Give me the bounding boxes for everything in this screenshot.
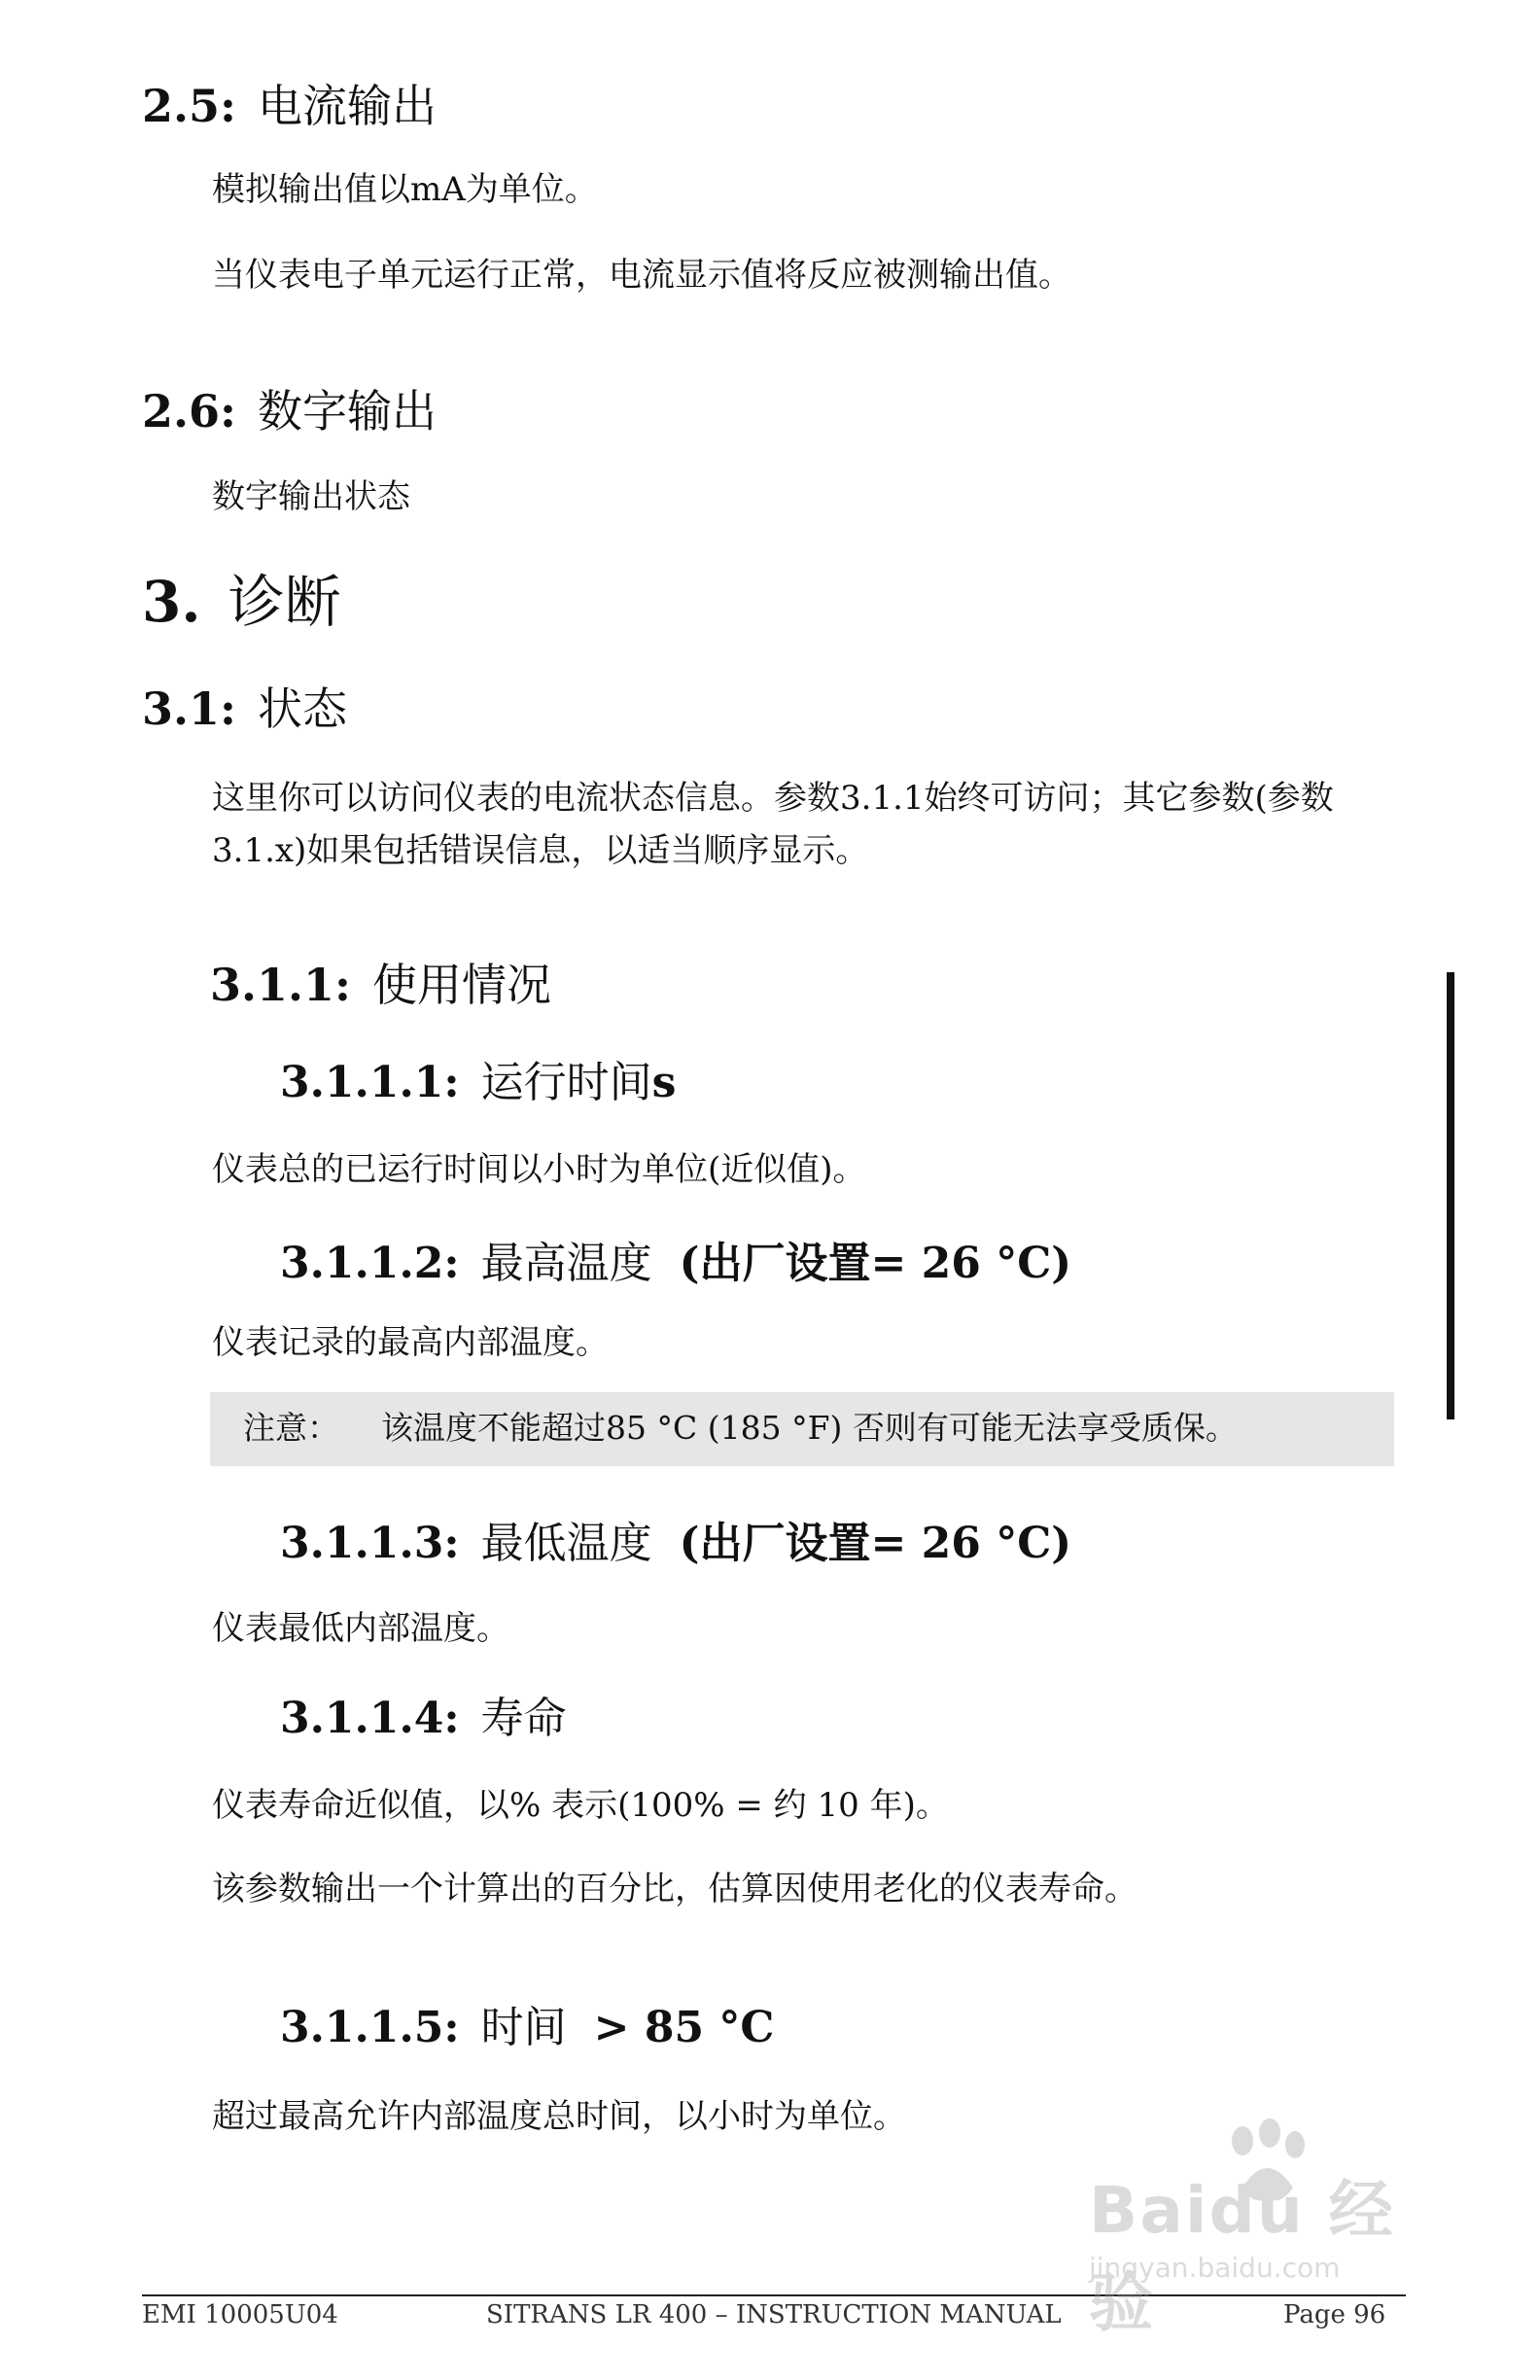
heading-number: 3.1: <box>142 682 237 735</box>
footer-page: Page 96 <box>1283 2300 1386 2329</box>
heading-title: 数字输出 <box>258 385 438 438</box>
paragraph: 超过最高允许内部温度总时间，以小时为单位。 <box>212 2097 906 2136</box>
paragraph: 这里你可以访问仪表的电流状态信息。参数3.1.1始终可访问；其它参数(参数3.1.x)如果包括错误信息，以适当顺序显示。 <box>212 779 1334 870</box>
watermark-logo: Baidu 经验 <box>1089 2173 1395 2340</box>
heading-title: 诊断 <box>228 569 341 635</box>
heading-title: 最高温度 <box>480 1239 652 1288</box>
heading-title: 电流输出 <box>258 80 438 132</box>
heading-3-1-1-5 <box>280 2003 775 2052</box>
heading-title: 最低温度 <box>480 1519 652 1568</box>
heading-title: 寿命 <box>480 1694 567 1743</box>
heading-suffix: (出厂设置= 26 °C) <box>679 1239 1072 1288</box>
heading-title: 状态 <box>258 682 348 735</box>
paragraph: 仪表记录的最高内部温度。 <box>212 1323 609 1362</box>
heading-3-1-1 <box>210 959 552 1011</box>
paragraph: 仪表寿命近似值，以% 表示(100% = 约 10 年)。 <box>212 1786 949 1825</box>
watermark-url: jingyan.baidu.com <box>1089 2252 1341 2284</box>
paragraph: 仪表最低内部温度。 <box>212 1609 509 1648</box>
heading-2-6 <box>142 385 438 438</box>
footer-doc-number: EMI 10005U04 <box>142 2300 338 2329</box>
heading-number: 2.6: <box>142 385 237 438</box>
paragraph: 数字输出状态 <box>212 477 410 516</box>
paragraph: 该参数输出一个计算出的百分比，估算因使用老化的仪表寿命。 <box>212 1870 1138 1908</box>
heading-3-1-1-1 <box>280 1058 677 1107</box>
note-label: 注意： <box>243 1409 339 1447</box>
paragraph: 模拟输出值以mA为单位。 <box>212 170 598 209</box>
heading-3 <box>142 569 341 635</box>
revision-change-bar <box>1447 972 1454 1419</box>
heading-number: 2.5: <box>142 80 237 132</box>
heading-3-1 <box>142 682 348 735</box>
heading-3-1-1-4 <box>280 1694 567 1743</box>
heading-number: 3.1.1: <box>210 959 352 1011</box>
heading-number: 3.1.1.4: <box>280 1694 460 1743</box>
heading-number: 3.1.1.1: <box>280 1058 460 1107</box>
heading-3-1-1-3 <box>280 1519 1072 1568</box>
heading-2-5 <box>142 80 438 132</box>
heading-suffix: > 85 °C <box>593 2003 775 2052</box>
paragraph: 仪表总的已运行时间以小时为单位(近似值)。 <box>212 1150 866 1189</box>
heading-suffix: (出厂设置= 26 °C) <box>679 1519 1072 1568</box>
footer-title: SITRANS LR 400 – INSTRUCTION MANUAL <box>486 2300 1062 2329</box>
note-box <box>210 1392 1394 1466</box>
note-text: 该温度不能超过85 °C (185 °F) 否则有可能无法享受质保。 <box>381 1409 1238 1447</box>
heading-number: 3.1.1.3: <box>280 1519 460 1568</box>
heading-title: 运行时间 <box>480 1058 652 1107</box>
heading-suffix: s <box>651 1058 677 1107</box>
heading-title: 时间 <box>480 2003 567 2052</box>
heading-3-1-1-2 <box>280 1239 1072 1288</box>
heading-number: 3.1.1.2: <box>280 1239 460 1288</box>
paragraph: 当仪表电子单元运行正常，电流显示值将反应被测输出值。 <box>212 256 1071 295</box>
heading-title: 使用情况 <box>372 959 552 1011</box>
heading-number: 3. <box>142 569 201 635</box>
heading-number: 3.1.1.5: <box>280 2003 460 2052</box>
